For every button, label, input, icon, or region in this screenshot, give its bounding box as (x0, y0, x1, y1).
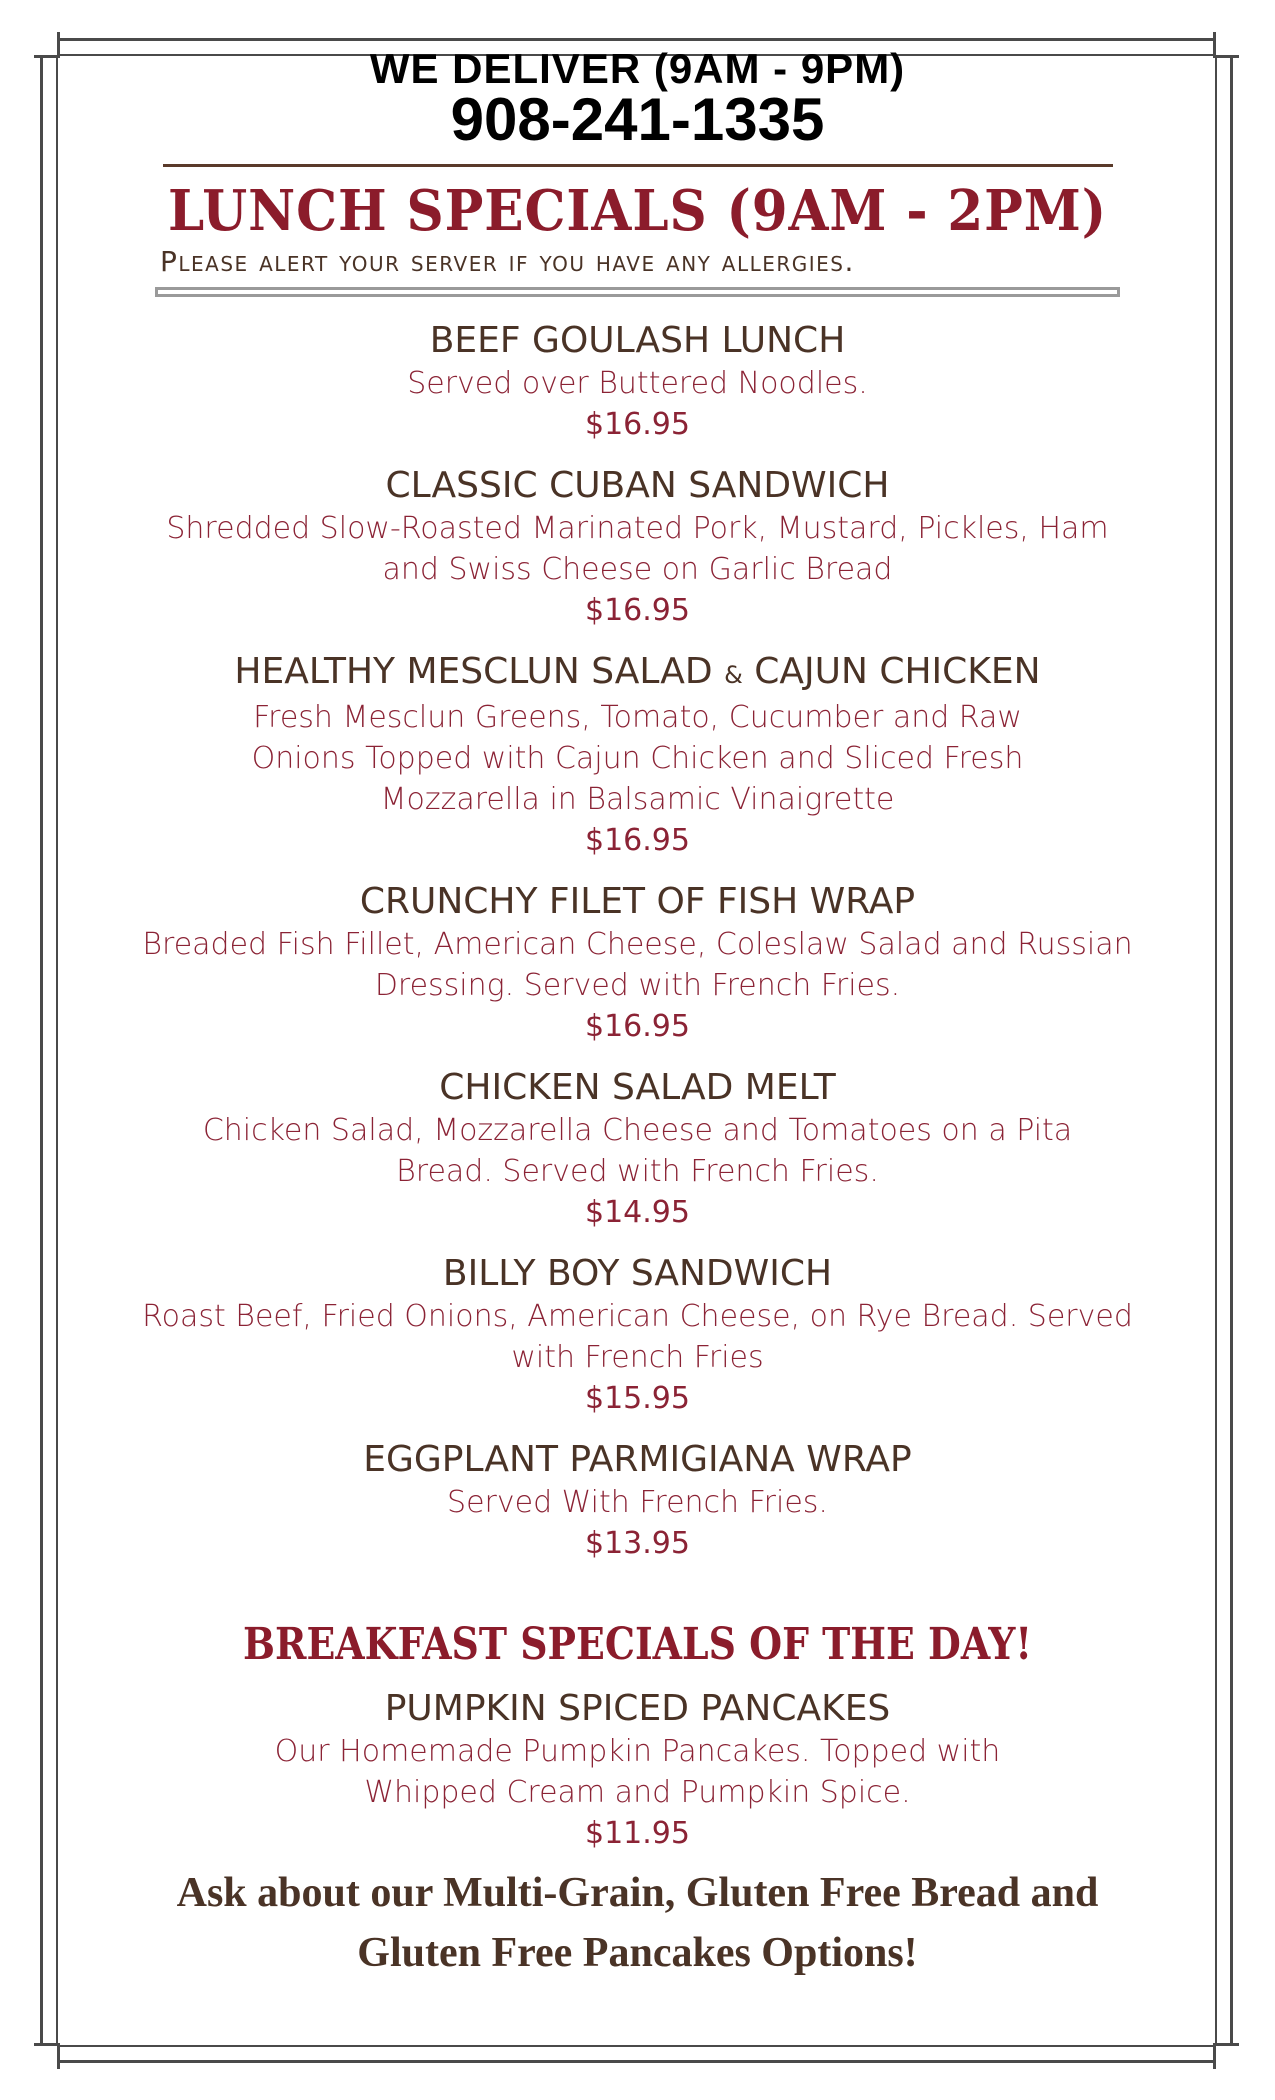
item-description: Fresh Mesclun Greens, Tomato, Cucumber and Raw Onions Topped with Cajun Chicken and Sliced Fresh Mozzarella in Balsamic Vinaigrette (251, 700, 1024, 817)
item-price: $14.95 (585, 1195, 690, 1230)
breakfast-specials-title: BREAKFAST SPECIALS OF THE DAY! (243, 1619, 1032, 1670)
corner-ornament (34, 32, 60, 58)
menu-page (60, 40, 1215, 1983)
item-name-part: HEALTHY MESCLUN SALAD (234, 651, 725, 692)
item-description: Served With French Fries. (447, 1485, 828, 1520)
corner-ornament (1213, 32, 1239, 58)
menu-item (60, 650, 1215, 862)
item-name (60, 650, 1215, 697)
menu-item (60, 1252, 1215, 1420)
menu-item (60, 1687, 1215, 1855)
item-description: Served over Buttered Noodles. (407, 366, 868, 401)
phone-number: 908-241-1335 (450, 86, 825, 153)
menu-item (60, 319, 1215, 446)
gluten-free-note: Ask about our Multi-Grain, Gluten Free Bread and Gluten Free Pancakes Options! (176, 1870, 1099, 1976)
item-price: $16.95 (585, 823, 690, 858)
menu-item (60, 880, 1215, 1048)
item-name: BILLY BOY SANDWICH (442, 1253, 833, 1294)
menu-item (60, 464, 1215, 632)
corner-ornament (1213, 2043, 1239, 2069)
item-name: PUMPKIN SPICED PANCAKES (384, 1688, 891, 1729)
item-description: Roast Beef, Fried Onions, American Cheese, on Rye Bread. Served with French Fries (142, 1299, 1133, 1375)
item-price: $16.95 (585, 407, 690, 442)
delivery-hours: WE DELIVER (9AM - 9PM) (369, 45, 906, 92)
item-description: Our Homemade Pumpkin Pancakes. Topped with Whipped Cream and Pumpkin Spice. (274, 1734, 1001, 1810)
header-divider (163, 164, 1113, 167)
menu-item (60, 1066, 1215, 1234)
item-price: $13.95 (585, 1526, 690, 1561)
menu-item (60, 1438, 1215, 1565)
item-name: BEEF GOULASH LUNCH (429, 320, 846, 361)
allergy-note: Please alert your server if you have any allergies. (160, 245, 855, 278)
item-name: EGGPLANT PARMIGIANA WRAP (363, 1439, 912, 1480)
item-name: CRUNCHY FILET OF FISH WRAP (359, 881, 916, 922)
item-price: $11.95 (585, 1816, 690, 1851)
item-description: Chicken Salad, Mozzarella Cheese and Tomatoes on a Pita Bread. Served with French Fries. (202, 1113, 1073, 1189)
item-name: CLASSIC CUBAN SANDWICH (385, 465, 890, 506)
corner-ornament (34, 2043, 60, 2069)
item-price: $16.95 (585, 593, 690, 628)
ampersand: & (724, 661, 743, 689)
section-divider (155, 287, 1120, 297)
item-description: Shredded Slow-Roasted Marinated Pork, Mustard, Pickles, Ham and Swiss Cheese on Garlic Bread (166, 511, 1109, 587)
item-price: $16.95 (585, 1009, 690, 1044)
item-name-part: CAJUN CHICKEN (742, 651, 1041, 692)
lunch-specials-title: LUNCH SPECIALS (9AM - 2PM) (167, 178, 1108, 244)
item-price: $15.95 (585, 1381, 690, 1416)
item-name: CHICKEN SALAD MELT (439, 1067, 836, 1108)
item-description: Breaded Fish Fillet, American Cheese, Coleslaw Salad and Russian Dressing. Served with French Fries. (142, 927, 1133, 1003)
